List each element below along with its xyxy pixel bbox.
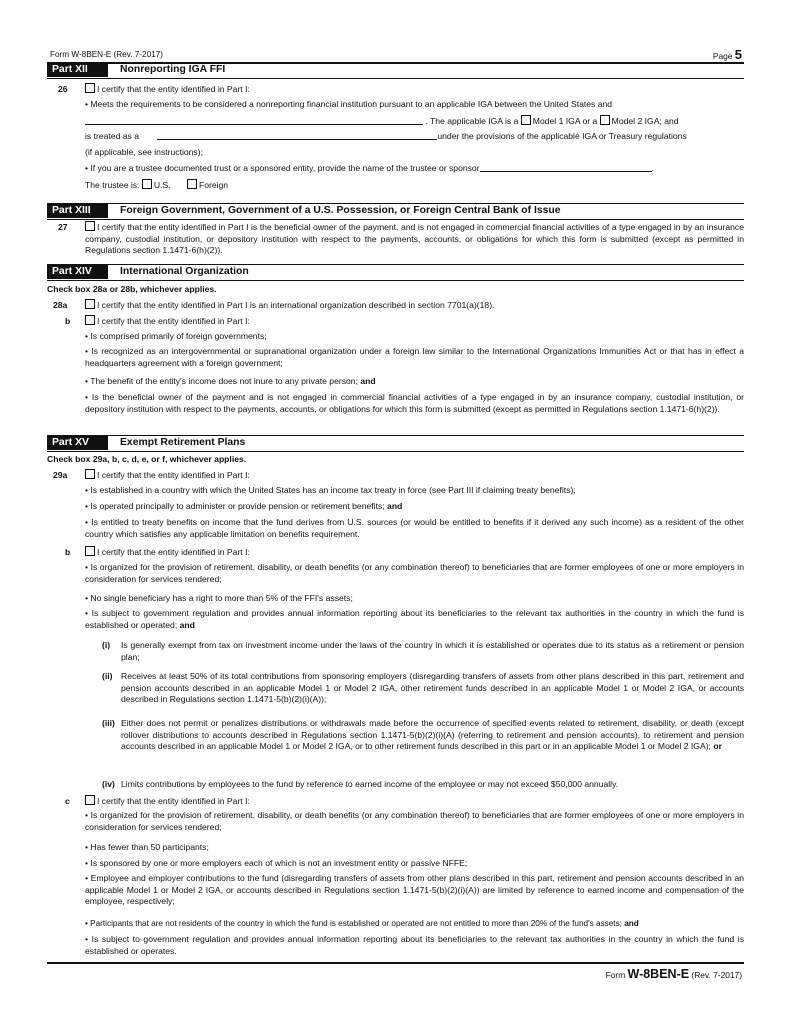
line-29c-text: I certify that the entity identified in Part I: [97,796,250,806]
line-29c [85,795,744,808]
line-28a-text: I certify that the entity identified in Part I is an international organization described in section 7701(a)(18). [97,300,495,310]
check-instruction: Check box 29a, b, c, d, e, or f, whichever applies. [47,454,247,464]
part-title: International Organization [120,265,249,277]
treated-as-field[interactable] [157,131,437,140]
bullet-body: • The benefit of the entity's income does not inure to any private person; [85,376,358,386]
bullet-text: • No single beneficiary has a right to more than 5% of the FFI's assets; [85,593,353,603]
footer-form-name: W-8BEN-E [627,967,690,981]
bullet-body: • Participants that are not residents of the country in which the fund is established or operated are not entitled to more than 20% of the fund's assets; [85,919,622,928]
applicable-iga-line [85,115,744,128]
and-label: and [387,501,403,511]
line-27 [85,221,744,257]
footer-rule [47,962,744,964]
line-26-checkbox[interactable] [85,83,95,93]
part-14-header [47,265,249,279]
sub-item-body: Either does not permit or penalizes distributions or withdrawals made before the occurrence of specified events related to retirement, disability, or death (except rollover distributions to accounts described in Regulations section 1.1471-5(b)(2)(i)(A) (referring to retirement and pension accounts), to retirement and pension accounts described in an applicable Model 1 or Model 2 IGA, or to other retirement funds described in this part or in an applicable Model 1 or Model 2 IGA); [121,718,744,752]
iga-country-field[interactable] [85,116,423,125]
bullet-text: • Is subject to government regulation and provides annual information reporting about its beneficiaries to the relevant tax authorities in the country in which the fund is established or operates. [85,934,744,956]
trustee-name-line [85,163,744,175]
and-label: and [360,376,376,386]
part-tag: Part XIV [47,265,108,279]
bullet-text: • Is the beneficial owner of the payment and is not engaged in commercial financial activities of a type engaged in by an insurance company, custodial institution, or depository institution with respect to the payments, accounts, or obligations for which this form is submitted (except as permitted in Regulations section 1.1471-6(h)(2)). [85,392,744,414]
line-number: 28a [53,300,68,310]
bullet-text: • Is sponsored by one or more employers each of which is not an investment entity or passive NFFE; [85,858,468,868]
part-tag: Part XIII [47,204,108,218]
bullet-text: • Is organized for the provision of retirement, disability, or death benefits (or any combination thereof) to beneficiaries that are former employees of one or more employers in consideration for services rendered; [85,562,744,584]
roman-numeral: (iii) [102,718,115,728]
check-instruction: Check box 28a or 28b, whichever applies. [47,284,217,294]
and-label: and [624,919,639,928]
part-15-header [47,436,245,450]
line-26-cert [85,83,744,96]
roman-numeral: (ii) [102,671,113,681]
line-number: 26 [58,84,68,94]
bullet-text: • Is comprised primarily of foreign governments; [85,331,267,341]
bullet-text: • Employee and employer contributions to the fund (disregarding transfers of assets from other plans described in this part, retirement and pension accounts described in an applicable Model 1 or Model 2 IGA, or accounts described in Regulations section 1.1471-5(b)(2)(i)(A)) are limited by reference to earned income and compensation of the employee, respectively; [85,873,744,907]
line-number: c [65,796,70,806]
part-title: Exempt Retirement Plans [120,436,246,448]
line-29a [85,469,744,482]
sub-item: Is generally exempt from tax on investment income under the laws of the country in which it is established or operates due to its status as a retirement or pension plan; [121,640,744,662]
trustee-is-line [85,179,744,192]
trustee-foreign-checkbox[interactable] [187,179,197,189]
model-2-label: Model 2 IGA; and [611,116,679,126]
divider [47,78,744,79]
or-label: or [713,741,722,752]
foreign-label: Foreign [198,180,229,190]
bullet-text: • Has fewer than 50 participants; [85,842,209,852]
trustee-is-label: The trustee is: [85,180,140,190]
line-29a-text: I certify that the entity identified in Part I: [97,470,250,480]
line-number: b [65,547,71,557]
divider [47,280,744,281]
line-27-text: I certify that the entity identified in Part I is the beneficial owner of the payment, and is not engaged in commercial financial activities of a type engaged in by an insurance company, custodial institution, or depository institution with respect to the payments, accounts, or obligations for which this form is submitted (except as permitted in Regulations section 1.1471-6(h)(2)). [85,222,744,256]
sub-item: Receives at least 50% of its total contributions from sponsoring employers (disregarding transfers of assets from other plans described in this part, retirement and pension accounts described in an applicable Model 1 or Model 2 IGA, other retirement funds described in an applicable Model 1 or Model 2 IGA, or accounts described in Regulations section 1.1471-5(b)(2)(i)(A)); [121,671,744,705]
iga-text: . The applicable IGA is a [425,116,519,126]
line-28b [85,315,744,328]
roman-numeral: (iv) [102,779,115,789]
line-28b-text: I certify that the entity identified in Part I: [97,316,250,326]
bullet-text: • Is entitled to treaty benefits on income that the fund derives from U.S. sources (or would be entitled to benefits if it derived any such income) as a resident of the other country which satisfies any applicable limitation on benefits requirement. [85,517,744,539]
us-label: U.S. [153,180,171,190]
model-1-label: Model 1 IGA or a [532,116,598,126]
line-27-checkbox[interactable] [85,221,95,231]
line-29b [85,546,744,559]
line-number: 27 [58,222,68,232]
bullet-body: • Is subject to government regulation and provides annual information reporting about its beneficiaries to the relevant tax authorities in the country in which the fund is established or operated; [85,608,744,630]
if-applicable-text: (if applicable, see instructions); [85,147,203,157]
bullet-text: • Is established in a country with which the United States has an income tax treaty in force (see Part III if claiming treaty benefits); [85,485,576,495]
page-label: Page [712,51,733,61]
page-number: 5 [734,47,742,62]
model-1-checkbox[interactable] [521,115,531,125]
sub-item: Limits contributions by employees to the fund by reference to earned income of the employee or may not exceed $50,000 annually. [121,779,619,789]
line-29c-checkbox[interactable] [85,795,95,805]
part-title: Foreign Government, Government of a U.S. Possession, or Foreign Central Bank of Issue [120,204,561,216]
treated-as-label: is treated as a [85,131,139,141]
part-tag: Part XV [47,436,108,450]
divider [47,451,744,452]
line-29a-checkbox[interactable] [85,469,95,479]
bullet-text: • Is recognized as an intergovernmental or supranational organization under a foreign law similar to the International Organizations Immunities Act or that has in effect a headquarters agreement with a foreign government; [85,346,744,368]
footer-rev: (Rev. 7-2017) [691,970,742,980]
form-id: Form W-8BEN-E (Rev. 7-2017) [50,50,163,59]
and-label: and [179,619,195,630]
line-number: 29a [53,470,68,480]
trustee-us-checkbox[interactable] [142,179,152,189]
footer [606,966,742,983]
part-12-header [47,63,225,77]
footer-form-label: Form [605,970,626,980]
divider [47,219,744,220]
bullet-text [85,376,744,388]
part-title: Nonreporting IGA FFI [120,63,226,75]
bullet-text: • Meets the requirements to be considered a nonreporting financial institution pursuant to an applicable IGA between the United States and [85,99,613,109]
page-number-area [713,46,742,64]
sub-item [121,718,744,753]
line-29b-checkbox[interactable] [85,546,95,556]
bullet-text [85,501,744,513]
bullet-text [85,608,744,631]
line-28a [85,299,744,312]
model-2-checkbox[interactable] [600,115,610,125]
line-29b-text: I certify that the entity identified in Part I: [97,547,250,557]
part-tag: Part XII [47,63,108,77]
line-28a-checkbox[interactable] [85,299,95,309]
bullet-text: • Is organized for the provision of retirement, disability, or death benefits (or any combination thereof) to beneficiaries that are former employees of one or more employers in consideration for services rendered; [85,810,744,832]
line-number: b [65,316,71,326]
roman-numeral: (i) [102,640,111,650]
under-provisions-text: under the provisions of the applicable IGA or Treasury regulations [437,131,687,141]
bullet-body: • Is operated principally to administer or provide pension or retirement benefits; [85,501,385,511]
trustee-text: • If you are a trustee documented trust or a sponsored entity, provide the name of the trustee or sponsor [85,163,480,173]
part-13-header [47,204,561,218]
cert-text: I certify that the entity identified in Part I: [97,84,250,94]
period: . [651,163,654,173]
bullet-text [85,918,744,929]
trustee-name-field[interactable] [480,163,652,172]
line-28b-checkbox[interactable] [85,315,95,325]
treated-as-line [85,131,744,143]
